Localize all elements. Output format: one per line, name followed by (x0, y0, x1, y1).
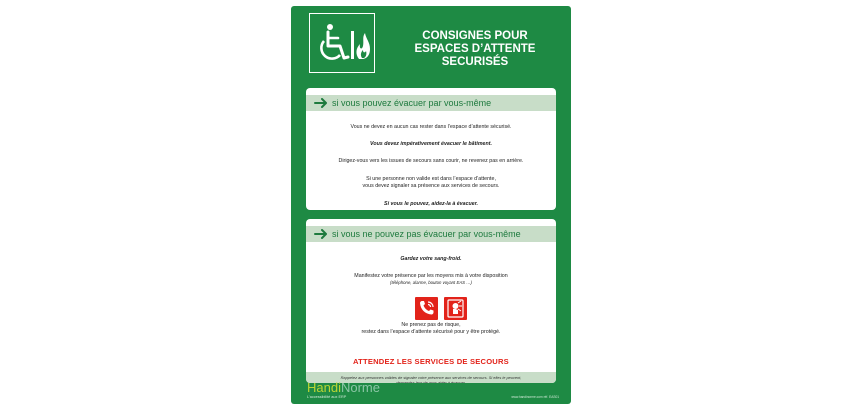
title-line: ESPACES D’ATTENTE (414, 43, 536, 55)
green-arrow-right-icon (314, 98, 328, 108)
poster-title (387, 30, 563, 69)
text-line: Si une personne non valide est dans l’espace d’attente, (366, 176, 496, 182)
section-header (306, 95, 556, 111)
emergency-signs (415, 297, 475, 321)
section-cannot-evacuate (306, 219, 556, 383)
instruction-text: Manifestez votre présence par les moyens mis à votre disposition (354, 273, 508, 279)
instruction-small-text: (téléphone, alarme, bouton voyant EAS …) (390, 280, 472, 285)
instruction-text (306, 176, 556, 190)
instruction-text: Dirigez-vous vers les issues de secours sans courir, ne revenez pas en arrière. (338, 158, 524, 164)
safety-poster (291, 6, 571, 404)
text-line: restez dans l’espace d’attente sécurisé pour y être protégé. (361, 329, 501, 335)
section-header-label: si vous pouvez évacuer par vous-même (332, 98, 492, 108)
alert-text: ATTENDEZ LES SERVICES DE SECOURS (353, 357, 509, 366)
wheelchair-fire-icon (309, 13, 375, 73)
alarm-button-icon (444, 297, 467, 320)
note-line: demandez-leur de vous aider à évacuer. (396, 380, 466, 383)
instruction-text (306, 322, 556, 336)
brand-logo (307, 381, 380, 394)
green-arrow-right-icon (314, 229, 328, 239)
instruction-text: Gardez votre sang-froid. (400, 256, 462, 262)
title-line: CONSIGNES POUR (422, 30, 528, 42)
brand-name-part: Norme (340, 380, 380, 395)
note-line: Rappelez aux personnes valides de signaler votre présence aux services de secours. Si elles le peuvent, (340, 375, 522, 380)
brand-tagline: L’accessibilité aux ERP (307, 395, 347, 399)
instruction-text: Vous ne devez en aucun cas rester dans l’espace d’attente sécurisé. (350, 124, 512, 130)
emergency-phone-icon (415, 297, 438, 320)
section-header (306, 226, 556, 242)
reference-text: www.handinorme.com réf. EAS01 (511, 395, 559, 399)
text-line: Ne prenez pas de risque, (401, 322, 461, 328)
section-header-label: si vous ne pouvez pas évacuer par vous-même (332, 229, 521, 239)
section-self-evacuate (306, 88, 556, 210)
title-line: SECURISÉS (441, 56, 509, 68)
instruction-text: Si vous le pouvez, aidez-la à évacuer. (384, 201, 478, 207)
brand-name-part: Handi (307, 380, 341, 395)
instruction-text: Vous devez impérativement évacuer le bâtiment. (370, 141, 492, 147)
text-line: vous devez signaler sa présence aux services de secours. (362, 183, 500, 189)
